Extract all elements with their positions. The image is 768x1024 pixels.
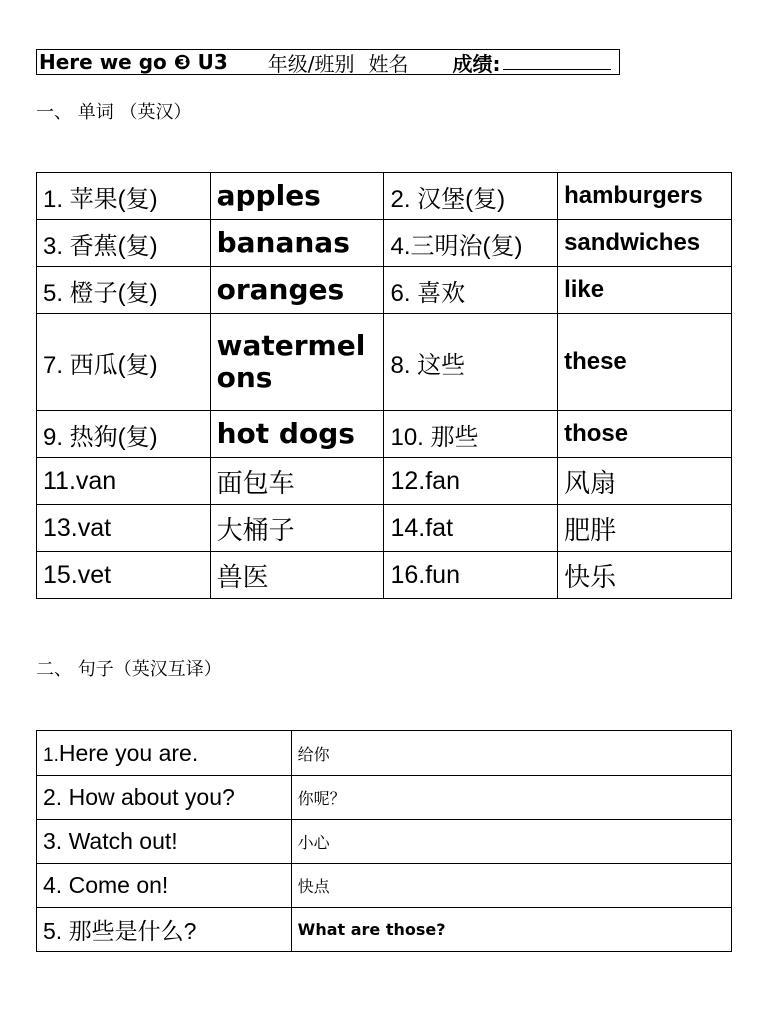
translation-cell: 快点 [291,864,731,908]
phrase-number: 1. [43,744,59,766]
phrases-table [36,730,732,952]
table-row [37,552,732,599]
vocab-cell: 15.vet [37,552,211,599]
vocab-cell: these [558,314,732,411]
worksheet-title: Here we go ❸ U3 [39,50,228,74]
vocab-cell: 面包车 [210,458,384,505]
translation-cell: What are those? [291,908,731,952]
table-row [37,820,732,864]
vocab-cell: 4.三明治(复) [384,220,558,267]
section-1-title: 一、 单词 （英汉） [36,102,192,123]
vocab-cell: 10. 那些 [384,411,558,458]
translation-cell: 你呢？ [291,776,731,820]
vocab-cell: 7. 西瓜(复) [37,314,211,411]
vocab-cell: watermelons [210,314,384,411]
phrase-text: Watch out! [68,828,178,854]
vocab-cell: those [558,411,732,458]
vocab-cell: 2. 汉堡(复) [384,173,558,220]
phrase-text: Come on! [68,872,169,898]
table-row [37,776,732,820]
phrase-number: 3. [43,828,63,854]
table-row [37,314,732,411]
table-row [37,267,732,314]
translation-cell: 小心 [291,820,731,864]
vocab-cell: 肥胖 [558,505,732,552]
vocab-cell: apples [210,173,384,220]
vocab-table [36,172,732,599]
phrase-text: Here you are. [58,739,199,766]
vocab-cell: 12.fan [384,458,558,505]
vocab-cell: 5. 橙子(复) [37,267,211,314]
vocab-cell: hamburgers [558,173,732,220]
vocab-cell: 9. 热狗(复) [37,411,211,458]
vocab-cell: 11.van [37,458,211,505]
table-row [37,908,732,952]
table-row [37,173,732,220]
vocab-cell: oranges [210,267,384,314]
vocab-cell: 16.fun [384,552,558,599]
vocab-cell: 13.vat [37,505,211,552]
phrase-text: How about you? [68,784,235,810]
score-blank[interactable] [503,55,611,70]
vocab-cell: 1. 苹果(复) [37,173,211,220]
table-row [37,220,732,267]
vocab-cell: 兽医 [210,552,384,599]
phrase-number: 5. [43,918,63,944]
vocab-cell: 8. 这些 [384,314,558,411]
vocab-cell: 风扇 [558,458,732,505]
worksheet-header [36,49,620,75]
score-label: 成绩: [452,51,501,76]
table-row [37,411,732,458]
vocab-cell: 14.fat [384,505,558,552]
class-label: 年级/班别 [267,51,355,76]
table-row [37,458,732,505]
vocab-cell: 3. 香蕉(复) [37,220,211,267]
vocab-cell: bananas [210,220,384,267]
phrase-number: 2. [43,784,63,810]
section-2-title: 二、 句子（英汉互译） [36,659,222,680]
table-row [37,731,732,776]
phrase-cell [37,731,292,776]
phrase-text: 那些是什么? [68,918,197,944]
phrase-number: 4. [43,872,63,898]
name-label: 姓名 [368,51,409,76]
vocab-cell: 6. 喜欢 [384,267,558,314]
table-row [37,864,732,908]
phrase-cell [37,776,292,820]
phrase-cell [37,864,292,908]
table-row [37,505,732,552]
vocab-cell: 大桶子 [210,505,384,552]
vocab-cell: 快乐 [558,552,732,599]
phrase-cell [37,820,292,864]
phrase-cell [37,908,292,952]
vocab-cell: sandwiches [558,220,732,267]
vocab-cell: like [558,267,732,314]
vocab-cell: hot dogs [210,411,384,458]
translation-cell: 给你 [291,731,731,776]
